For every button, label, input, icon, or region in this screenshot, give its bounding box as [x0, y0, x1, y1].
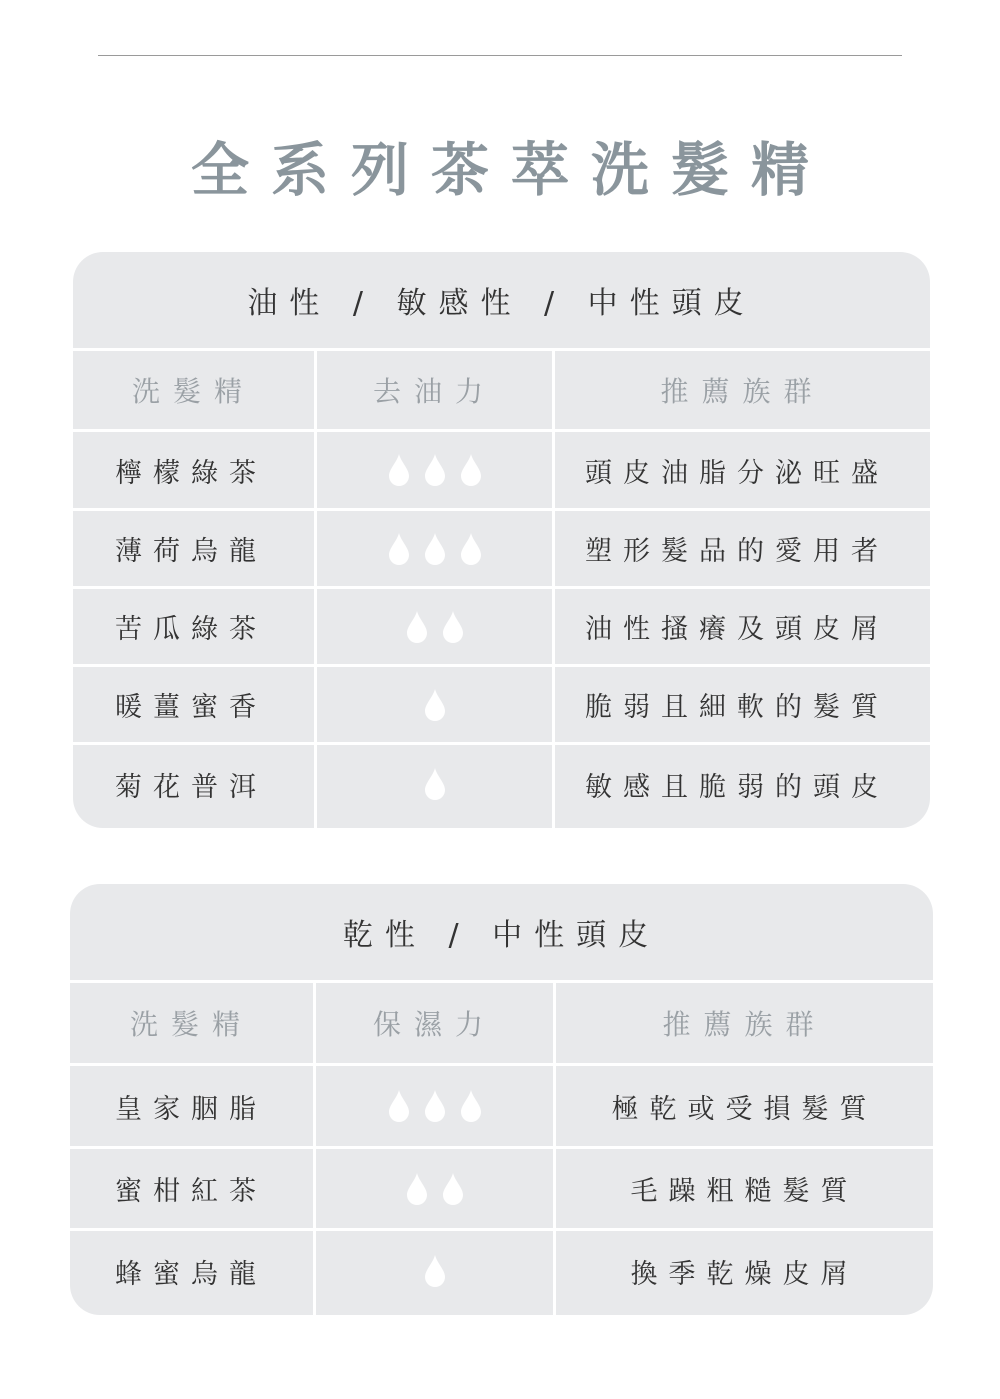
column-header-strength: 去油力: [372, 375, 496, 408]
product-name: 皇家胭脂: [115, 1093, 267, 1125]
column-header-group: 推薦族群: [660, 375, 825, 408]
recommended-group: 塑形髮品的愛用者: [585, 536, 889, 567]
recommended-group: 毛躁粗糙髮質: [630, 1176, 859, 1207]
recommended-group: 極乾或受損髮質: [611, 1093, 878, 1125]
product-name: 苦瓜綠茶: [115, 614, 267, 645]
product-name: 薄荷烏龍: [115, 536, 267, 567]
water-drop-icon: [423, 453, 447, 487]
level-indicator: [316, 1231, 553, 1311]
recommended-group: 頭皮油脂分泌旺盛: [585, 457, 889, 489]
column-header-name: 洗髮精: [129, 1008, 253, 1041]
water-drop-icon: [423, 688, 447, 722]
water-drop-icon: [423, 1089, 447, 1123]
column-header-strength: 保濕力: [372, 1008, 496, 1041]
level-indicator: [317, 432, 552, 508]
column-header-group: 推薦族群: [662, 1008, 827, 1041]
top-divider: [98, 55, 902, 56]
level-indicator: [317, 667, 552, 742]
level-indicator: [317, 745, 552, 823]
water-drop-icon: [423, 767, 447, 801]
product-name: 菊花普洱: [115, 771, 267, 803]
level-indicator: [316, 1149, 553, 1228]
product-name: 蜜柑紅茶: [115, 1176, 267, 1207]
water-drop-icon: [459, 532, 483, 566]
water-drop-icon: [423, 532, 447, 566]
table-heading: 乾性 / 中性頭皮: [342, 918, 661, 953]
recommended-group: 脆弱且細軟的髮質: [585, 692, 889, 723]
level-indicator: [316, 1066, 553, 1146]
water-drop-icon: [459, 453, 483, 487]
water-drop-icon: [387, 1089, 411, 1123]
recommended-group: 油性搔癢及頭皮屑: [585, 614, 889, 645]
water-drop-icon: [423, 1254, 447, 1288]
water-drop-icon: [459, 1089, 483, 1123]
water-drop-icon: [405, 1172, 429, 1206]
water-drop-icon: [441, 1172, 465, 1206]
product-name: 暖薑蜜香: [115, 692, 267, 723]
water-drop-icon: [441, 610, 465, 644]
table-heading: 油性 / 敏感性 / 中性頭皮: [247, 286, 756, 321]
water-drop-icon: [405, 610, 429, 644]
page-title: 全系列茶萃洗髮精: [190, 136, 831, 204]
level-indicator: [317, 589, 552, 664]
table-oily-sensitive-normal: [73, 252, 930, 828]
column-header-name: 洗髮精: [131, 375, 255, 408]
recommended-group: 敏感且脆弱的頭皮: [585, 771, 889, 803]
table-dry-normal: [70, 884, 933, 1315]
level-indicator: [317, 511, 552, 586]
water-drop-icon: [387, 532, 411, 566]
recommended-group: 換季乾燥皮屑: [630, 1258, 859, 1290]
product-name: 檸檬綠茶: [115, 457, 267, 489]
water-drop-icon: [387, 453, 411, 487]
product-name: 蜂蜜烏龍: [115, 1258, 267, 1290]
